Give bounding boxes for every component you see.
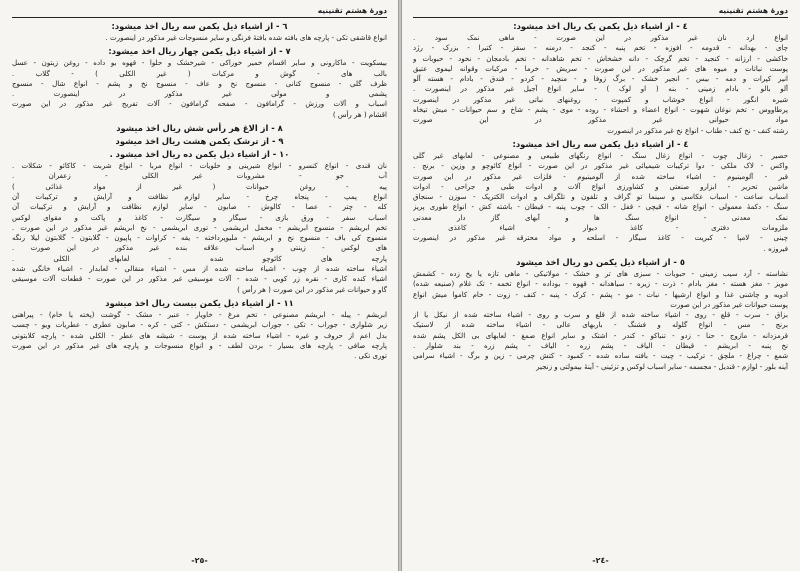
section-heading: ٧ - از اشیاء ذیل یکمن چهار ریال اخذ میشود: bbox=[108, 46, 291, 57]
text-line: اسباب سفر - ورق بازی - سیگار و سیگارت - کاغذ و پاکت و مقوای لوکس bbox=[12, 212, 387, 222]
text-line: نشاسته - آرد سیب زمینی - حبوبات - سبزی های تر و خشک - مولاتیکی - ماهی تازه یا یخ زده - کشمش bbox=[413, 268, 788, 278]
text-line: انواع قاشقی تکی - پارچه های بافته شده بافتهٔ فرنگی و سایر منسوجات غیر مذکور در اینصورت . bbox=[105, 33, 387, 42]
text-line: برنج - مس - انواع گلوله و فشنگ - باربهای عالی - اشیاء ساخته شده از لاستیک bbox=[413, 320, 788, 330]
text-line: اشیاء ساخته شده از چوب - اشیاء ساخته شده از مس - اشیاء منقالی - لعابدار - اشیاء خانگی شده bbox=[12, 264, 387, 274]
text-line: حصیر - زغال چوب - انواع زغال سنگ - انواع رنگهای طبیعی و مصنوعی - لعابهای غیر گلی bbox=[413, 150, 788, 160]
text-line: آب جو - مشروبات غیر الکلی - زعفران . bbox=[12, 171, 387, 181]
text-line: انواع پمپ - پنجاه چرخ - سایر لوازم نظافت و آرایش و ترکیبات آن bbox=[12, 191, 387, 201]
text-line: تخم ابریشم - منسوج ابریشم - مخمل ابریشمی - توری ابریشمی - نخ ابریشم غیر مذکور در این صورت . bbox=[12, 222, 387, 232]
text-line: پیه - روغن حیوانات ( غیر از مواد غذائی ) bbox=[12, 181, 387, 191]
section-heading: ٩ - از ترشک یکمن هشت ریال اخذ میشود bbox=[115, 136, 284, 147]
text-line: بیسکویت - ماکارونی و سایر اقسام خمیر خوراکی - شیرخشک و حلوا - قهوه بو داده - روغن زیتون - عسل bbox=[12, 58, 387, 68]
text-line: نان قندی - انواع کنسرو - انواع شیرینی و حلویات - انواع مربا - انواع شربت - کاکائو - شکلات . bbox=[12, 161, 387, 171]
section-heading: ١٠ - از اشیاء ذیل یکمن ده ریال اخذ میشود . bbox=[109, 149, 290, 160]
text-line: های لوکس - زینتی و اسباب علاقه بنده غیر مذکور در این صورت . bbox=[12, 243, 387, 253]
text-line: اشیاء کنده کاری - نقره زر کوبی - شده - آلات موسیقی غیر مذکور در این صورت - قطعات آلات موسیقی bbox=[12, 274, 387, 284]
text-line: بالب های - گوش و مرکبات ( غیر الکلی ) - گلاب . bbox=[12, 68, 387, 78]
text-line: ظرف گلی - منسوج کتانی - منسوج نخ و عاف - منسوج نخ و پشم - انواع شال - منسوج bbox=[12, 78, 387, 88]
text-line: انیر کپرات و دمه - بیس - انجیر خشک - برگ زوفا و - منچید - کردو - فندق - بادام - هسته آلو bbox=[413, 74, 788, 84]
text-line: چینی - لامپا - کبریت - کاغذ سیگار - اسلحه و مواد محترقه غیر مذکور در اینصورت bbox=[413, 233, 788, 243]
text-line: ماشین تحریر - ابزارو صنعتی و کشاورزی انواع آلات و ادوات طبی و جراحی - ادوات bbox=[413, 181, 788, 191]
text-line: شیره انگور - انواع خوشاب و کمپوت - روغنهای نباتی غیر مذکور در اینصورت bbox=[413, 94, 788, 104]
text-line: رشته کنف - نخ کنف - طناب - انواع نخ غیر مذکور در اینصورت bbox=[607, 125, 788, 135]
page-number: -٢٥- bbox=[191, 556, 208, 565]
text-line: خاکشی - ارزانه - کنجید - تخم گرچک - دانه خشخاش - تخم شاهدانه - تخم بادمجان - نخود - حبوبات و bbox=[413, 53, 788, 63]
text-line: گاو و حیوانات غیر مذکور در این صورت ( هر رأس ) bbox=[237, 284, 387, 294]
text-line: سنگ - دکمهٔ معمولی - انواع شانه - قیچی - قفل - الک - چوب پنبه - قیطان - باشته کش - انواع طوری پریز bbox=[413, 202, 788, 212]
text-line: ابریشم - پیله - ابریشم مصنوعی - تخم مرغ - خاویار - عنبر - مشک - گوشت (پخته یا خام) - پیراهنی bbox=[12, 309, 387, 319]
text-line: چای - بهدانه - قدومه - افوزه - تخم پنبه - کنجد - درمنه - سقز - کتیرا - بزرک - رژد bbox=[413, 43, 788, 53]
book-gutter bbox=[398, 0, 402, 571]
page-body bbox=[12, 21, 387, 361]
text-line: پشمی و مولی غیر مذکور در اینصورت . bbox=[12, 89, 387, 99]
section-heading: ٦ - از اشیاء ذیل یکمن سه ریال اخذ میشود: bbox=[111, 21, 288, 31]
section-heading: ٤ - از اشیاء ذیل یکمن یک ریال اخذ میشود: bbox=[513, 21, 688, 31]
text-line: اقشام ( هر رأس ) bbox=[332, 109, 387, 119]
section-heading: ٨ - از الاغ هر رأس شش ریال اخذ میشود bbox=[116, 123, 283, 134]
text-line: منسوج کی باف - منسوج نخ و ابریشم - ملیوپرداخته - یقه - کراوات - پاپیون - گلابتون - گلابتون لیلا رنگه bbox=[12, 233, 387, 243]
text-line: پرطاووس - تخم نوغان شهوت - انواع اعضاء و احشاء - روده - موی - پشم - شاخ و سم حیوانات - میش تیخاه bbox=[413, 105, 788, 115]
page-number: -٢٤- bbox=[592, 556, 609, 565]
text-line: پارچه صافی - پارچه های بسیار - بردن لطف - و انواع منسوجات و پارچه های غیر مذکور در این صورت bbox=[12, 340, 387, 350]
running-head: دورهٔ هشتم تقنینیه bbox=[12, 6, 387, 18]
section-heading: ٥ - از اشیاء ذیل یکمن دو ریال اخذ میشود bbox=[516, 256, 685, 267]
text-line: قیر - آلومینیوم - اشیاء ساخته شده از آلومینیوم - فلزات غیر مذکور در این صورت bbox=[413, 171, 788, 181]
text-line: نمک معدنی - انواع سنگ ها و آبهای گاز دار معدنی bbox=[413, 212, 788, 222]
page-body bbox=[413, 21, 788, 372]
text-line: کله - چتر - عصا - کالوش - صابون - سایر لوازم نظافت و آرایش و ترکیبات آن bbox=[12, 202, 387, 212]
text-line: آینه بلور - لوازم - قندیل - مجسمه - سایر اسباب لوکس و تزئینی - آینهٔ بیمولتی و زنجیر bbox=[536, 361, 788, 371]
text-line: پارچه های کائوچو شده - لعابهای الکلی . bbox=[12, 253, 387, 263]
right-page bbox=[400, 0, 800, 571]
text-line: مویز - مغز هسته - مغز بادام - ذرت - زیره - سیاهدانه - قهوه - بوداده - انواع تخمه - تک غلام (صنیعه شده) bbox=[413, 279, 788, 289]
text-line: آلو بالو - بادام زمینی - بنه ( او لوک ) - سایر انواع آجیل غیر مذکور در اینصورت . bbox=[413, 84, 788, 94]
text-line: واکس - لاک ملکی - دوا ترکیبات شیمیائی غیر مذکور در این صورت - انواع کائوچو و وزین - برنج . bbox=[413, 161, 788, 171]
text-line: توری تکی . bbox=[354, 351, 387, 361]
text-line: پوست نباتات و میوه های غیر مذکور در این صورت - سریش - خرما - مرکبات وقوانه لیموی عتیق bbox=[413, 63, 788, 73]
text-line: قرمزدانه - مازوج - حنا - زدو - تنباکو - کندر - اشتک و سایر انواع صمغ - لعابهای بی الکل پشم شده bbox=[413, 330, 788, 340]
text-line: نخ پنبه - ابریشم - قیطان - الیاف - پشم زره - الیاف - پشم زره - بند شلوار . bbox=[413, 341, 788, 351]
text-line: بدل اعم از حروف و غیره - اشیاء ساخته شده از پوست - شیشه های عطر - الکلی شده - پارچه کلابتونی bbox=[12, 330, 387, 340]
text-line: ملزومات دفتری - کاغذ دیوار - اشیاء کاغذی . bbox=[413, 223, 788, 233]
text-line: زیر شلواری - جوراب - تکی - جوراب ابریشمی - دستکش - کتی - کره - صابون عطری - عطریات ویو - چسب bbox=[12, 320, 387, 330]
section-heading: ١١ - از اشیاء ذیل یکمن بیست ریال اخذ میشود bbox=[105, 297, 294, 308]
text-line: فیروزه . bbox=[763, 243, 788, 253]
text-line: اسباب و آلات ورزش - گرامافون - صفحه گرامافون - آلات تفریح غیر مذکور در این صورت bbox=[12, 99, 387, 109]
text-line: ادویه و چاشنی غذا و انواع ارشیها - نبات - مو - پشم - کرک - پنبه - کنف - زوت - خام کاموا میش انواع bbox=[413, 289, 788, 299]
text-line: اسباب ساعت - اسباب عکاسی و سینما تو گراف و تلفون و تلگراف و ادوات الکتریک - سوزن - سنجاق bbox=[413, 192, 788, 202]
text-line: مواد حیوانی غیر مذکور در این صورت bbox=[413, 115, 788, 125]
section-heading: ٤ - از اشیاء ذیل یکمن سه ریال اخذ میشود: bbox=[512, 138, 689, 149]
text-line: انواع ارد نان غیر مذکور در این صورت - ماهی نمک سود . bbox=[413, 33, 788, 42]
text-line: بزاق - سرب - قلع - روی - اشیاء ساخته شده از قلع و سرب و روی - اشیاء ساخته شده از نیکل یا از bbox=[413, 310, 788, 320]
text-line: شمع - چراغ - ملچق - ترکیب - چیت - بافته ساده شده - کمبود - کتش چرمی - زین و برگ - اشیاء سرامی bbox=[413, 351, 788, 361]
running-head: دورهٔ هشتم تقنینیه bbox=[413, 6, 788, 18]
text-line: پوست حیوانات غیر مذکور در این صورت bbox=[670, 299, 788, 309]
